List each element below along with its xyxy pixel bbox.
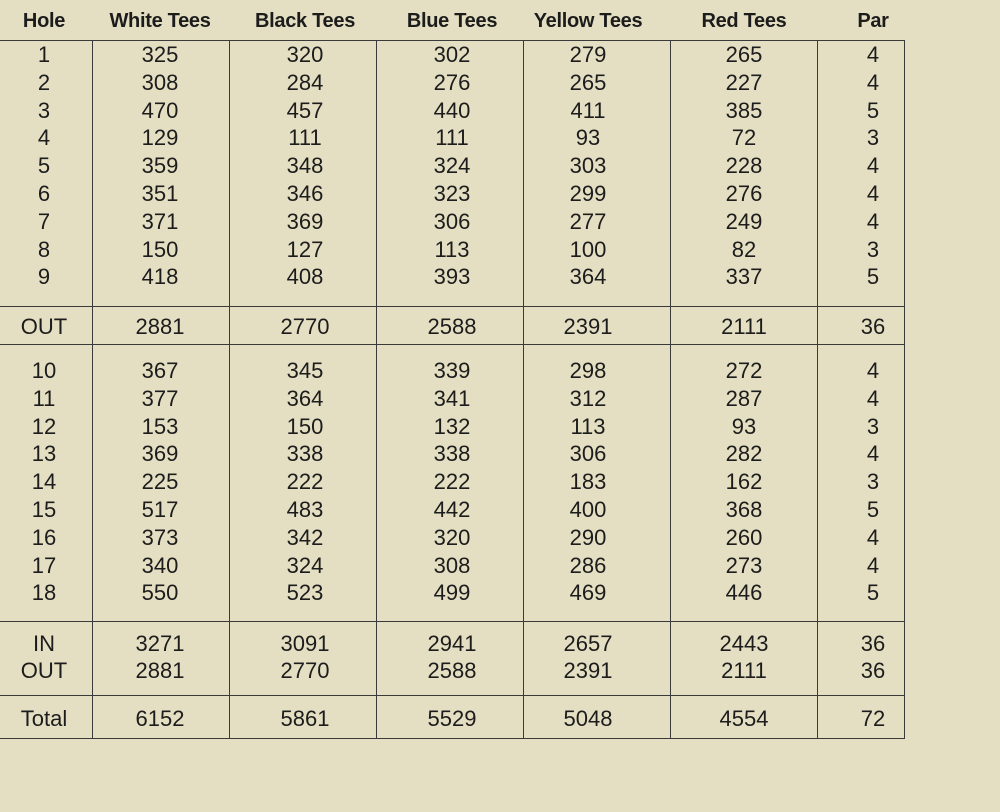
- hole-8-cell-blue-tees: 113: [434, 236, 470, 262]
- hole-3-cell-blue-tees: 440: [433, 97, 471, 123]
- hole-12-cell-yellow-tees: 113: [570, 413, 606, 439]
- hole-1-cell-yellow-tees: 279: [569, 42, 607, 67]
- hole-10-cell-white-tees: 367: [141, 358, 179, 383]
- hole-12-cell-white-tees: 153: [141, 413, 179, 439]
- hole-15-cell-yellow-tees: 400: [569, 497, 607, 522]
- hole-16-cell-par: 4: [866, 524, 880, 550]
- hole-14-cell-white-tees: 225: [141, 469, 179, 495]
- hole-3-cell-white-tees: 470: [141, 97, 179, 123]
- hole-3-cell-black-tees: 457: [286, 97, 324, 123]
- in-cell-yellow-tees: 2657: [563, 631, 613, 656]
- hole-10-cell-red-tees: 272: [725, 358, 763, 383]
- hole-4-cell-blue-tees: 111: [435, 125, 469, 151]
- hole-17-cell-white-tees: 340: [141, 552, 179, 578]
- in-cell-blue-tees: 2941: [427, 631, 477, 656]
- grand-total-cell-red-tees: 4554: [719, 706, 769, 731]
- hole-6-cell-red-tees: 276: [725, 181, 763, 206]
- hole-8-cell-white-tees: 150: [141, 236, 179, 262]
- hole-2-cell-black-tees: 284: [286, 69, 324, 95]
- hole-11-cell-black-tees: 364: [286, 385, 324, 411]
- in-cell-white-tees: 3271: [135, 631, 185, 656]
- hole-7-cell-white-tees: 371: [141, 208, 179, 234]
- out-summary-cell-red-tees: 2111: [721, 658, 767, 683]
- column-header-hole: Hole: [22, 10, 66, 32]
- header-rule: [0, 40, 905, 41]
- hole-7-cell-red-tees: 249: [725, 208, 763, 234]
- hole-13-cell-white-tees: 369: [141, 441, 179, 467]
- out-total-cell-hole: OUT: [20, 314, 68, 339]
- hole-5-cell-blue-tees: 324: [433, 153, 471, 179]
- hole-13-cell-blue-tees: 338: [433, 441, 471, 467]
- hole-3-cell-red-tees: 385: [725, 97, 763, 123]
- hole-17-cell-yellow-tees: 286: [569, 552, 607, 578]
- hole-15-cell-blue-tees: 442: [433, 497, 471, 522]
- hole-14-cell-yellow-tees: 183: [569, 469, 607, 495]
- hole-1-cell-blue-tees: 302: [433, 42, 471, 67]
- hole-16-cell-black-tees: 342: [286, 524, 324, 550]
- grand-total-cell-black-tees: 5861: [280, 706, 330, 731]
- hole-16-cell-hole: 16: [31, 524, 57, 550]
- hole-15-cell-red-tees: 368: [725, 497, 763, 522]
- hole-6-cell-white-tees: 351: [141, 181, 179, 206]
- hole-17-cell-par: 4: [866, 552, 880, 578]
- out-summary-cell-yellow-tees: 2391: [563, 658, 613, 683]
- hole-4-cell-black-tees: 111: [288, 125, 322, 151]
- out-total-cell-yellow-tees: 2391: [563, 314, 613, 339]
- hole-14-cell-black-tees: 222: [286, 469, 324, 495]
- hole-17-cell-black-tees: 324: [286, 552, 324, 578]
- hole-6-cell-black-tees: 346: [286, 181, 324, 206]
- hole-18-cell-yellow-tees: 469: [569, 580, 607, 606]
- hole-17-cell-blue-tees: 308: [433, 552, 471, 578]
- hole-2-cell-par: 4: [866, 69, 880, 95]
- hole-5-cell-black-tees: 348: [286, 153, 324, 179]
- hole-8-cell-hole: 8: [37, 236, 51, 262]
- hole-14-cell-par: 3: [866, 469, 880, 495]
- out-total-cell-par: 36: [860, 314, 886, 339]
- hole-15-cell-hole: 15: [31, 497, 57, 522]
- hole-16-cell-yellow-tees: 290: [569, 524, 607, 550]
- hole-9-cell-par: 5: [866, 264, 880, 290]
- hole-17-cell-red-tees: 273: [725, 552, 763, 578]
- hole-4-cell-white-tees: 129: [141, 125, 179, 151]
- column-header-blue-tees: Blue Tees: [406, 10, 498, 32]
- hole-14-cell-hole: 14: [31, 469, 57, 495]
- hole-12-cell-red-tees: 93: [731, 413, 757, 439]
- in-cell-hole: IN: [33, 631, 55, 656]
- hole-4-cell-red-tees: 72: [731, 125, 757, 151]
- grand-total-cell-hole: Total: [20, 706, 68, 731]
- hole-10-cell-black-tees: 345: [286, 358, 324, 383]
- column-header-black-tees: Black Tees: [254, 10, 356, 32]
- column-header-par: Par: [857, 10, 889, 32]
- hole-1-cell-par: 4: [866, 42, 880, 67]
- hole-3-cell-hole: 3: [37, 97, 51, 123]
- hole-9-cell-red-tees: 337: [725, 264, 763, 290]
- hole-7-cell-par: 4: [866, 208, 880, 234]
- hole-18-cell-white-tees: 550: [141, 580, 179, 606]
- hole-4-cell-yellow-tees: 93: [575, 125, 601, 151]
- hole-7-cell-hole: 7: [37, 208, 51, 234]
- out-summary-cell-white-tees: 2881: [135, 658, 185, 683]
- table-bottom-rule: [0, 738, 905, 739]
- hole-12-cell-black-tees: 150: [286, 413, 324, 439]
- hole-15-cell-par: 5: [866, 497, 880, 522]
- hole-16-cell-blue-tees: 320: [433, 524, 471, 550]
- hole-9-cell-blue-tees: 393: [433, 264, 471, 290]
- hole-13-cell-hole: 13: [31, 441, 57, 467]
- hole-18-cell-blue-tees: 499: [433, 580, 471, 606]
- hole-1-cell-hole: 1: [37, 42, 51, 67]
- hole-5-cell-red-tees: 228: [725, 153, 763, 179]
- in-cell-red-tees: 2443: [719, 631, 769, 656]
- hole-12-cell-par: 3: [866, 413, 880, 439]
- hole-15-cell-black-tees: 483: [286, 497, 324, 522]
- hole-1-cell-white-tees: 325: [141, 42, 179, 67]
- column-divider-7: [904, 40, 905, 739]
- out-summary-cell-black-tees: 2770: [280, 658, 330, 683]
- summary-rule: [0, 695, 905, 696]
- column-divider-2: [229, 40, 230, 739]
- in-cell-par: 36: [860, 631, 886, 656]
- hole-2-cell-yellow-tees: 265: [569, 69, 607, 95]
- hole-4-cell-hole: 4: [37, 125, 51, 151]
- front-nine-rule: [0, 306, 905, 307]
- hole-2-cell-red-tees: 227: [725, 69, 763, 95]
- column-divider-4: [523, 40, 524, 739]
- hole-8-cell-red-tees: 82: [731, 236, 757, 262]
- hole-8-cell-par: 3: [866, 236, 880, 262]
- hole-18-cell-black-tees: 523: [286, 580, 324, 606]
- grand-total-cell-blue-tees: 5529: [427, 706, 477, 731]
- hole-2-cell-blue-tees: 276: [433, 69, 471, 95]
- hole-5-cell-par: 4: [866, 153, 880, 179]
- column-divider-5: [670, 40, 671, 739]
- hole-18-cell-red-tees: 446: [725, 580, 763, 606]
- hole-11-cell-red-tees: 287: [725, 385, 763, 411]
- hole-1-cell-red-tees: 265: [725, 42, 763, 67]
- in-cell-black-tees: 3091: [280, 631, 330, 656]
- hole-7-cell-yellow-tees: 277: [569, 208, 607, 234]
- hole-7-cell-blue-tees: 306: [433, 208, 471, 234]
- hole-13-cell-par: 4: [866, 441, 880, 467]
- out-summary-cell-par: 36: [860, 658, 886, 683]
- hole-12-cell-hole: 12: [31, 413, 57, 439]
- grand-total-cell-white-tees: 6152: [135, 706, 185, 731]
- column-divider-3: [376, 40, 377, 739]
- hole-4-cell-par: 3: [866, 125, 880, 151]
- out-total-cell-black-tees: 2770: [280, 314, 330, 339]
- column-header-red-tees: Red Tees: [701, 10, 787, 32]
- hole-6-cell-yellow-tees: 299: [569, 181, 607, 206]
- out-rule: [0, 344, 905, 345]
- hole-9-cell-yellow-tees: 364: [569, 264, 607, 290]
- hole-9-cell-hole: 9: [37, 264, 51, 290]
- hole-11-cell-hole: 11: [32, 385, 56, 411]
- hole-2-cell-hole: 2: [37, 69, 51, 95]
- back-nine-rule: [0, 621, 905, 622]
- hole-16-cell-white-tees: 373: [141, 524, 179, 550]
- hole-2-cell-white-tees: 308: [141, 69, 179, 95]
- hole-13-cell-yellow-tees: 306: [569, 441, 607, 467]
- hole-3-cell-yellow-tees: 411: [570, 97, 606, 123]
- hole-11-cell-blue-tees: 341: [433, 385, 471, 411]
- hole-10-cell-yellow-tees: 298: [569, 358, 607, 383]
- hole-14-cell-red-tees: 162: [725, 469, 763, 495]
- hole-11-cell-white-tees: 377: [141, 385, 179, 411]
- hole-5-cell-yellow-tees: 303: [569, 153, 607, 179]
- column-divider-6: [817, 40, 818, 739]
- out-total-cell-blue-tees: 2588: [427, 314, 477, 339]
- column-header-white-tees: White Tees: [109, 10, 211, 32]
- out-summary-cell-hole: OUT: [20, 658, 68, 683]
- hole-8-cell-yellow-tees: 100: [569, 236, 607, 262]
- hole-10-cell-blue-tees: 339: [433, 358, 471, 383]
- out-total-cell-red-tees: 2111: [721, 314, 767, 339]
- hole-14-cell-blue-tees: 222: [433, 469, 471, 495]
- hole-15-cell-white-tees: 517: [141, 497, 179, 522]
- hole-16-cell-red-tees: 260: [725, 524, 763, 550]
- hole-5-cell-white-tees: 359: [141, 153, 179, 179]
- hole-12-cell-blue-tees: 132: [433, 413, 471, 439]
- hole-6-cell-blue-tees: 323: [433, 181, 471, 206]
- hole-6-cell-par: 4: [866, 181, 880, 206]
- hole-17-cell-hole: 17: [31, 552, 57, 578]
- grand-total-cell-par: 72: [860, 706, 886, 731]
- hole-8-cell-black-tees: 127: [286, 236, 324, 262]
- hole-5-cell-hole: 5: [37, 153, 51, 179]
- hole-10-cell-par: 4: [866, 358, 880, 383]
- hole-6-cell-hole: 6: [37, 181, 51, 206]
- hole-18-cell-par: 5: [866, 580, 880, 606]
- column-header-yellow-tees: Yellow Tees: [533, 10, 643, 32]
- hole-10-cell-hole: 10: [31, 358, 57, 383]
- hole-18-cell-hole: 18: [31, 580, 57, 606]
- hole-13-cell-red-tees: 282: [725, 441, 763, 467]
- out-summary-cell-blue-tees: 2588: [427, 658, 477, 683]
- grand-total-cell-yellow-tees: 5048: [563, 706, 613, 731]
- hole-3-cell-par: 5: [866, 97, 880, 123]
- hole-7-cell-black-tees: 369: [286, 208, 324, 234]
- out-total-cell-white-tees: 2881: [135, 314, 185, 339]
- hole-1-cell-black-tees: 320: [286, 42, 324, 67]
- hole-13-cell-black-tees: 338: [286, 441, 324, 467]
- hole-9-cell-black-tees: 408: [286, 264, 324, 290]
- hole-11-cell-par: 4: [866, 385, 880, 411]
- hole-9-cell-white-tees: 418: [141, 264, 179, 290]
- hole-11-cell-yellow-tees: 312: [569, 385, 607, 411]
- column-divider-1: [92, 40, 93, 739]
